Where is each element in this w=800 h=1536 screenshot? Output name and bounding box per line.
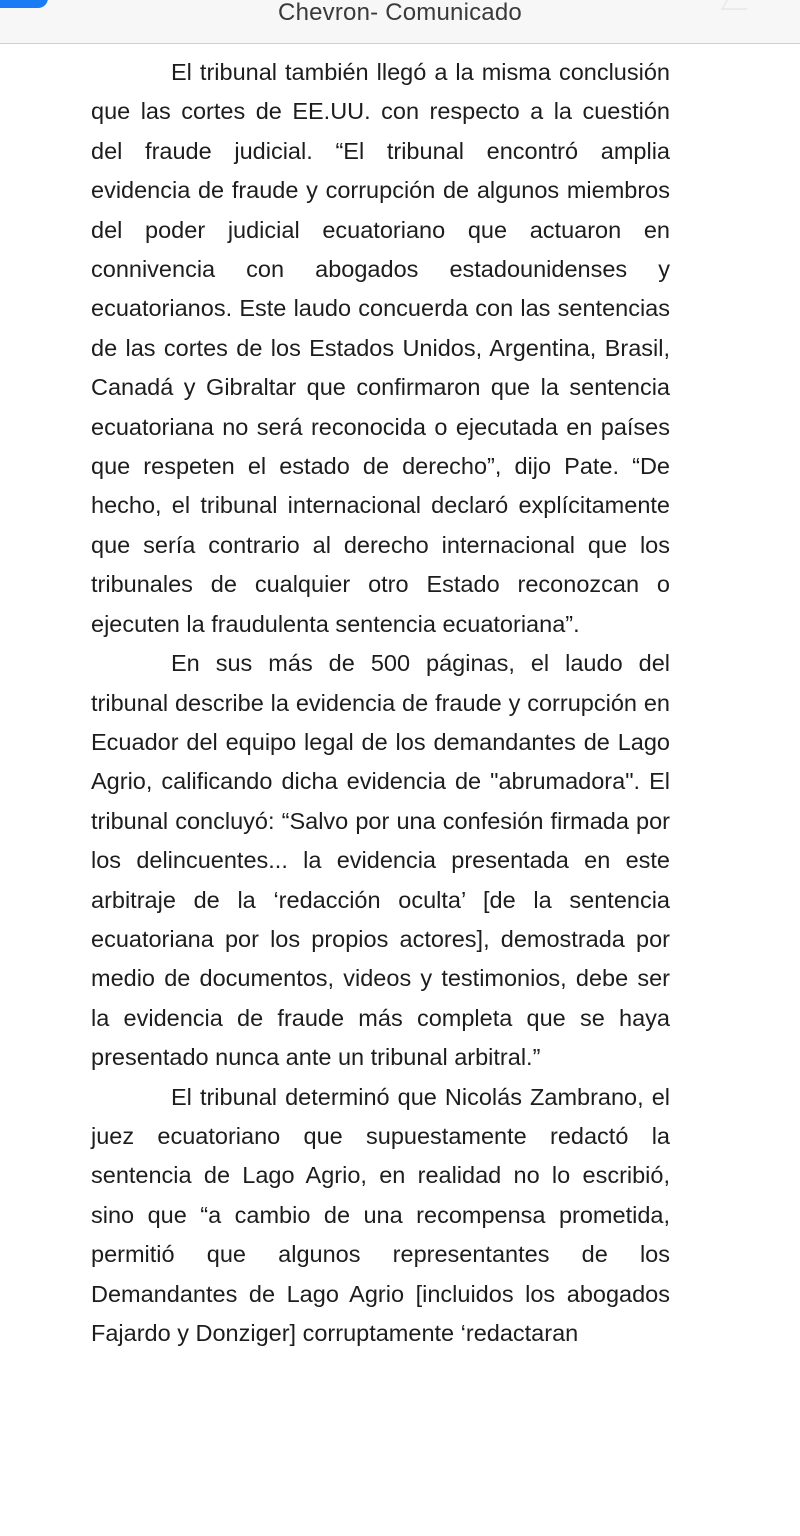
paragraph: El tribunal determinó que Nicolás Zambrano, el juez ecuatoriano que supuestamente redactó la sentencia de Lago Agrio, en realidad no lo escribió, sino que “a cambio de una recompensa prometida, permitió que algunos representantes de los Demandantes de Lago Agrio [incluidos los abogados Fajardo y Donziger] corruptamente ‘redactaran bbox=[91, 1083, 670, 1346]
document-title: Chevron- Comunicado bbox=[278, 0, 522, 26]
document-header bbox=[0, 0, 800, 44]
paragraph: El tribunal también llegó a la misma conclusión que las cortes de EE.UU. con respecto a la cuestión del fraude judicial. “El tribunal encontró amplia evidencia de fraude y corrupción de algunos miembros del poder judicial ecuatoriano que actuaron en connivencia con abogados estadounidenses y ecuatorianos. Este laudo concuerda con las sentencias de las cortes de los Estados Unidos, Argentina, Brasil, Canadá y Gibraltar que confirmaron que la sentencia ecuatoriana no será reconocida o ejecutada en países que respeten el estado de derecho”, dijo Pate. “De hecho, el tribunal internacional declaró explícitamente que sería contrario al derecho internacional que los tribunales de cualquier otro Estado reconozcan o ejecuten la fraudulenta sentencia ecuatoriana”. bbox=[91, 59, 670, 637]
document-body bbox=[91, 53, 670, 1353]
paragraph: En sus más de 500 páginas, el laudo del tribunal describe la evidencia de fraude y corrupción en Ecuador del equipo legal de los demandantes de Lago Agrio, calificando dicha evidencia de "abrumadora". El tribunal concluyó: “Salvo por una confesión firmada por los delincuentes... la evidencia presentada en este arbitraje de la ‘redacción oculta’ [de la sentencia ecuatoriana por los propios actores], demostrada por medio de documentos, videos y testimonios, debe ser la evidencia de fraude más completa que se haya presentado nunca ante un tribunal arbitral.” bbox=[91, 650, 670, 1071]
